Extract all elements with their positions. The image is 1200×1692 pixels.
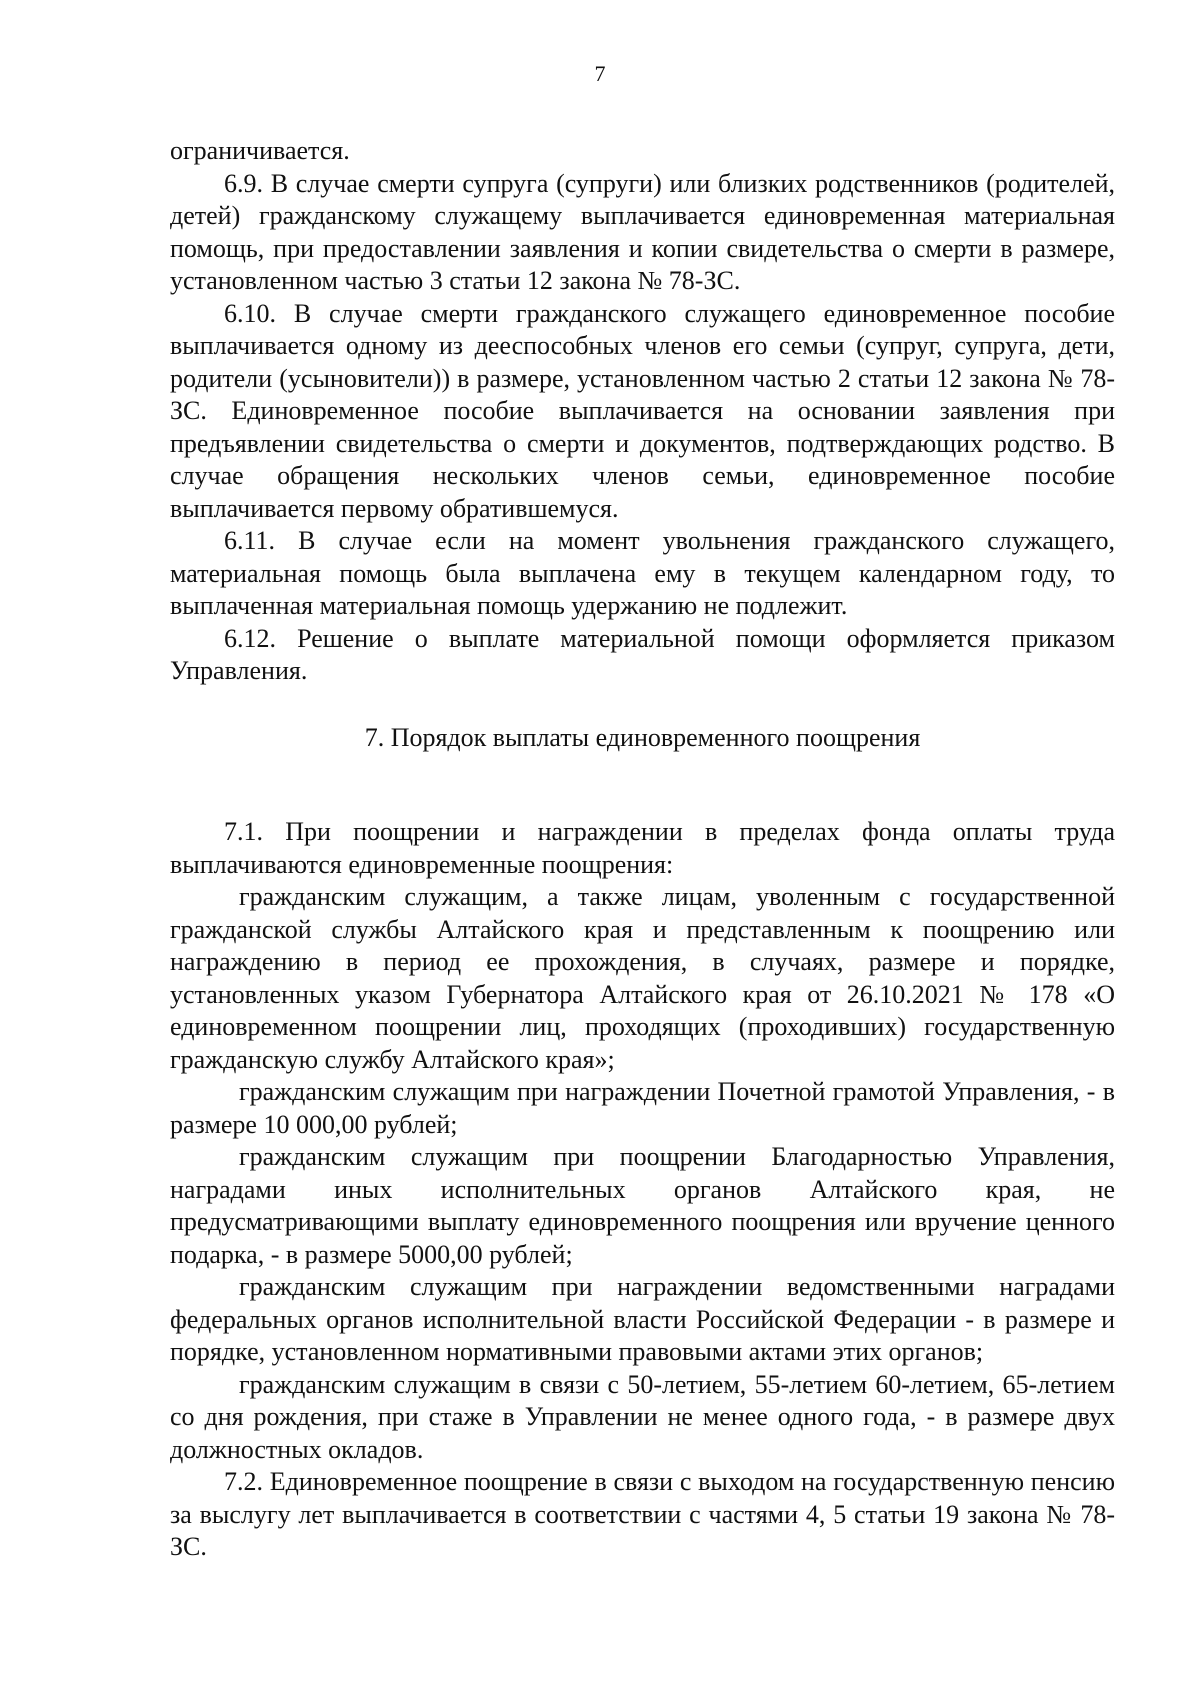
- paragraph-7-2: 7.2. Единовременное поощрение в связи с выходом на государственную пенсию за выслугу лет выплачивается в соответствии с частями 4, 5 статьи 19 закона № 78-ЗС.: [170, 1467, 1115, 1561]
- list-item-governor-decree: гражданским служащим, а также лицам, уволенным с государственной гражданской службы Алтайского края и представленным к поощрению или награждению в период ее прохождения, в случаях, размере и порядке, установленных указом Губернатора Алтайского края от 26.10.2021 № 178 «О единовременном поощрении лиц, проходящих (проходивших) государственную гражданскую службу Алтайского края»;: [170, 882, 1115, 1074]
- paragraph-6-11: 6.11. В случае если на момент увольнения гражданского служащего, материальная помощь была выплачена ему в текущем календарном году, то выплаченная материальная помощь удержанию не подлежит.: [170, 526, 1115, 620]
- paragraph-6-12: 6.12. Решение о выплате материальной помощи оформляется приказом Управления.: [170, 623, 1115, 685]
- section-heading: 7. Порядок выплаты единовременного поощрения: [364, 722, 921, 752]
- list-item-federal-awards: гражданским служащим при награждении ведомственными наградами федеральных органов исполнительной власти Российской Федерации - в размере и порядке, установленном нормативными правовыми актами этих органов;: [170, 1272, 1115, 1366]
- paragraph-continuation: ограничивается.: [170, 136, 350, 165]
- paragraph-7-1: 7.1. При поощрении и награждении в пределах фонда оплаты труда выплачиваются единовременные поощрения:: [170, 817, 1115, 879]
- paragraph-6-9: 6.9. В случае смерти супруга (супруги) или близких родственников (родителей, детей) гражданскому служащему выплачивается единовременная материальная помощь, при предоставлении заявления и копии свидетельства о смерти в размере, установленном частью 3 статьи 12 закона № 78-ЗС.: [170, 168, 1115, 295]
- page-number: 7: [594, 61, 606, 86]
- list-item-anniversary: гражданским служащим в связи с 50-летием, 55-летием 60-летием, 65-летием со дня рождения, при стаже в Управлении не менее одного года, - в размере двух должностных окладов.: [170, 1369, 1115, 1464]
- document-body: [170, 135, 1115, 1564]
- list-item-gratitude: гражданским служащим при поощрении Благодарностью Управления, наградами иных исполнительных органов Алтайского края, не предусматривающими выплату единовременного поощрения или вручение ценного подарка, - в размере 5000,00 рублей;: [170, 1142, 1115, 1269]
- paragraph-6-10: 6.10. В случае смерти гражданского служащего единовременное пособие выплачивается одному из дееспособных членов его семьи (супруг, супруга, дети, родители (усыновители)) в размере, установленном частью 2 статьи 12 закона № 78-ЗС. Единовременное пособие выплачивается на основании заявления при предъявлении свидетельства о смерти и документов, подтверждающих родство. В случае обращения нескольких членов семьи, единовременное пособие выплачивается первому обратившемуся.: [170, 298, 1115, 523]
- list-item-honorary-diploma: гражданским служащим при награждении Почетной грамотой Управления, - в размере 10 000,00 рублей;: [170, 1077, 1115, 1139]
